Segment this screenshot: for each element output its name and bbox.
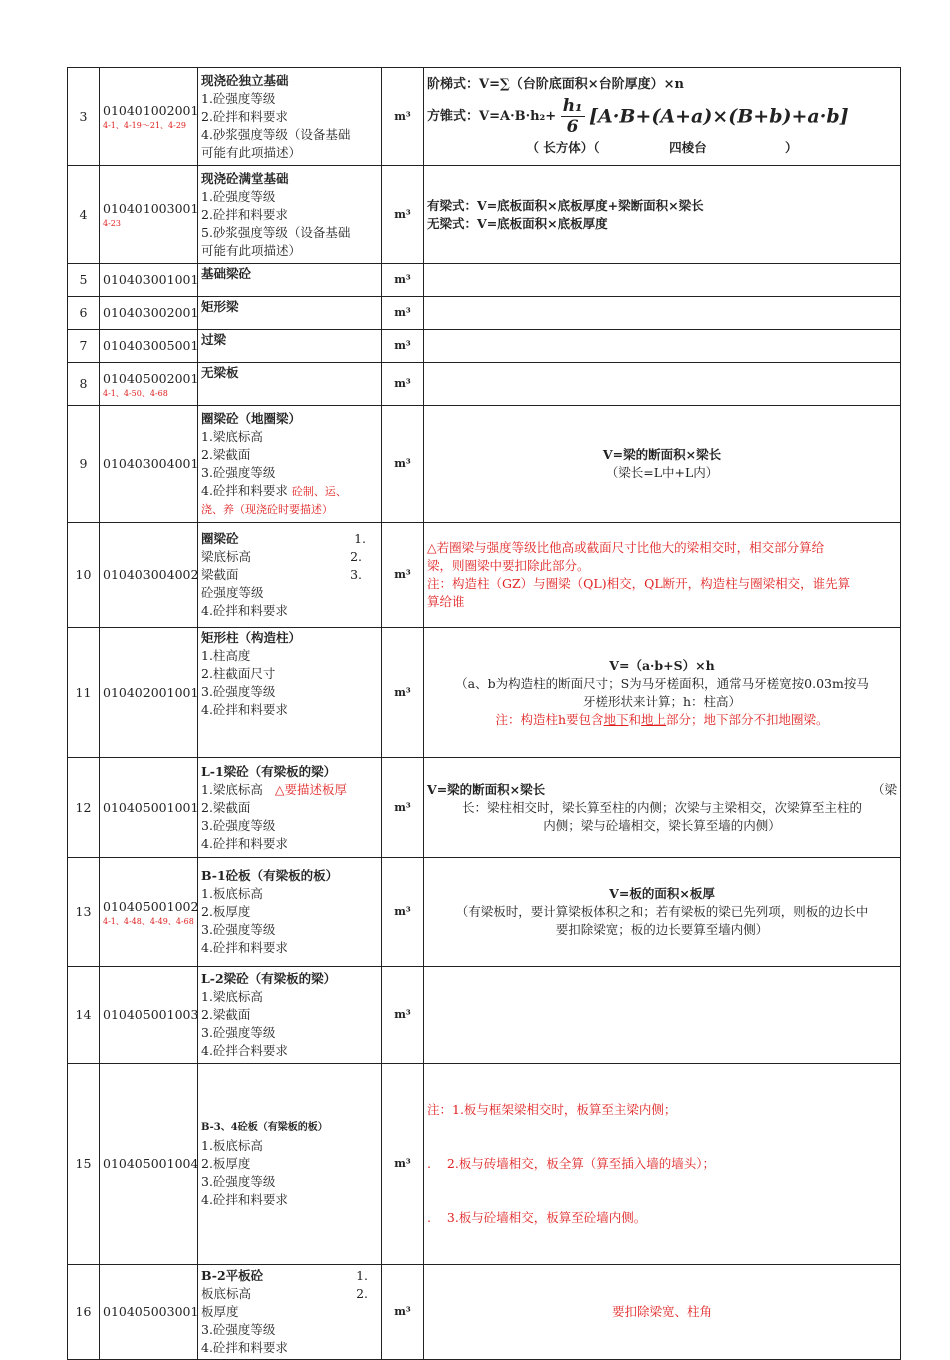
item-feature: 1.柱高度 <box>201 648 251 663</box>
feature-line <box>201 548 378 566</box>
rule-line: △若圈梁与强度等级比他高或截面尺寸比他大的梁相交时，相交部分算给 <box>427 540 825 555</box>
table-row <box>68 1064 901 1265</box>
unit: m³ <box>382 1265 424 1360</box>
item-feature: 1.梁底标高 <box>201 781 263 797</box>
item-feature: 2.板厚度 <box>201 904 251 919</box>
item-description <box>198 406 382 523</box>
row-number: 6 <box>68 297 100 330</box>
rule-head <box>427 781 897 799</box>
item-title: B-1砼板（有梁板的板） <box>201 868 339 883</box>
item-description <box>198 1265 382 1360</box>
unit: m³ <box>382 858 424 967</box>
row-number: 10 <box>68 523 100 628</box>
item-description <box>198 297 382 330</box>
item-feature: 4.砂浆强度等级（设备基础 <box>201 126 351 142</box>
rule-sub: （a、b为构造柱的断面尺寸；S为马牙槎面积，通常马牙槎宽按0.03m按马 <box>455 675 869 691</box>
item-title: 过梁 <box>201 332 227 347</box>
item-feature: 可能有此项描述） <box>201 144 302 160</box>
table-row <box>68 858 901 967</box>
rule-line: 无梁式：V=底板面积×底板厚度 <box>427 215 608 231</box>
calc-rule <box>424 967 901 1064</box>
fraction <box>561 96 585 137</box>
calc-rule: 要扣除梁宽、柱角 <box>424 1265 901 1360</box>
rule-line: 注：1.板与框架梁相交时，板算至主梁内侧； <box>427 1102 677 1117</box>
item-code: 010403001001 <box>100 264 198 297</box>
rule-line: （有梁板时，要计算梁板体积之和；若有梁板的梁已先列项，则板的边长中 <box>455 904 869 919</box>
rule-line: 阶梯式：V=∑（台阶底面积×台阶厚度）×n <box>427 77 685 92</box>
item-description <box>198 166 382 264</box>
calc-rule <box>424 628 901 758</box>
item-feature-with-note <box>201 781 378 799</box>
rule-tail: （梁 <box>871 781 897 797</box>
calc-rule <box>424 330 901 363</box>
item-description <box>198 758 382 858</box>
unit: m³ <box>382 1064 424 1265</box>
item-feature: 4.砼拌合料要求 <box>201 1043 288 1058</box>
bracket-expression: [A·B+(A+a)×(B+b)+a·b] <box>589 105 849 128</box>
calc-rule <box>424 297 901 330</box>
item-feature: 2.砼拌和料要求 <box>201 108 288 124</box>
item-title: 圈梁砼（地圈梁） <box>201 410 302 426</box>
calc-rule <box>424 166 901 264</box>
note-text: 部分；地下部分不扣地圈梁。 <box>666 711 829 727</box>
rule-title: V=梁的断面积×梁长 <box>427 781 546 797</box>
row-number: 3 <box>68 68 100 166</box>
row-number: 9 <box>68 406 100 523</box>
fraction-denominator: 6 <box>566 117 579 137</box>
item-code-cell <box>100 68 198 166</box>
rule-note <box>427 711 897 729</box>
item-code-cell <box>100 858 198 967</box>
item-feature: 1.梁底标高 <box>201 989 263 1004</box>
fraction-numerator: h₁ <box>562 96 583 116</box>
calc-rule <box>424 758 901 858</box>
item-feature: 梁底标高 <box>201 549 252 564</box>
unit: m³ <box>382 68 424 166</box>
item-title: L-2梁砼（有梁板的梁） <box>201 971 337 986</box>
calc-rule <box>424 68 901 166</box>
item-description <box>198 330 382 363</box>
item-feature: 3.砼强度等级 <box>201 464 276 480</box>
table-row <box>68 166 901 264</box>
row-number: 5 <box>68 264 100 297</box>
item-feature: 5.砂浆强度等级（设备基础 <box>201 224 351 240</box>
item-code: 010405001004 <box>100 1064 198 1265</box>
item-description <box>198 1064 382 1265</box>
row-number: 8 <box>68 363 100 406</box>
item-feature: 1.梁底标高 <box>201 428 263 444</box>
item-code: 010402001001 <box>100 628 198 758</box>
item-title: 现浇砼独立基础 <box>201 72 289 88</box>
item-code: 010401002001 <box>103 103 199 118</box>
unit: m³ <box>382 363 424 406</box>
rule-line: 有梁式：V=底板面积×底板厚度+梁断面积×梁长 <box>427 197 704 213</box>
item-code: 010405001001 <box>100 758 198 858</box>
rule-line: 算给谁 <box>427 594 465 609</box>
unit: m³ <box>382 967 424 1064</box>
item-description <box>198 967 382 1064</box>
item-number: 1. <box>354 531 366 546</box>
red-note: 砼制、运、 <box>291 484 347 498</box>
item-feature: 1.砼强度等级 <box>201 90 276 106</box>
item-number: 1. <box>356 1268 368 1283</box>
item-code: 010405003001 <box>100 1265 198 1360</box>
note-text: 和 <box>628 711 642 727</box>
rule-sub: 牙槎形状来计算；h：柱高） <box>582 693 742 709</box>
quantity-table <box>67 67 901 1360</box>
item-feature: 3.砼强度等级 <box>201 684 276 699</box>
calc-rule <box>424 264 901 297</box>
item-feature: 4.砼拌和料要求 <box>201 603 288 618</box>
row-number: 14 <box>68 967 100 1064</box>
row-number: 4 <box>68 166 100 264</box>
table-row <box>68 628 901 758</box>
item-feature: 2.梁截面 <box>201 446 251 462</box>
item-feature: 板厚度 <box>201 1304 239 1319</box>
rule-prefix: 方锥式：V=A·B·h₂+ <box>427 109 557 124</box>
calc-rule <box>424 363 901 406</box>
item-description <box>198 858 382 967</box>
rule-line: 内侧；梁与砼墙相交，梁长算至墙的内侧） <box>543 817 781 833</box>
unit: m³ <box>382 330 424 363</box>
code-note: 4-23 <box>103 219 121 228</box>
unit: m³ <box>382 758 424 858</box>
table-row <box>68 1265 901 1360</box>
item-title: 矩形柱（构造柱） <box>201 630 302 645</box>
table-row <box>68 297 901 330</box>
item-feature: 4.砼拌和料要求 <box>201 835 288 851</box>
item-feature: 3.砼强度等级 <box>201 922 276 937</box>
item-feature: 3.砼强度等级 <box>201 817 276 833</box>
item-description <box>198 628 382 758</box>
row-number: 11 <box>68 628 100 758</box>
item-number: 2. <box>350 549 362 564</box>
item-description <box>198 264 382 297</box>
unit: m³ <box>382 264 424 297</box>
title-line <box>201 530 378 548</box>
item-feature: 4.砼拌和料要求 <box>201 482 288 498</box>
rule-line: . 2.板与砖墙相交，板全算（算至插入墙的墙头）； <box>427 1156 716 1171</box>
rule-title: V=板的面积×板厚 <box>609 886 715 901</box>
unit: m³ <box>382 166 424 264</box>
item-code: 010401003001 <box>103 201 199 216</box>
rule-line: 注：构造柱（GZ）与圈梁（QL)相交，QL断开，构造柱与圈梁相交，谁先算 <box>427 576 851 591</box>
unit: m³ <box>382 406 424 523</box>
rule-line: . 3.板与砼墙相交，板算至砼墙内侧。 <box>427 1210 647 1225</box>
table-row <box>68 363 901 406</box>
item-feature: 1.板底标高 <box>201 886 263 901</box>
item-code: 010403004002 <box>100 523 198 628</box>
title-line <box>201 1267 378 1285</box>
unit: m³ <box>382 297 424 330</box>
rule-line: 要扣除梁宽；板的边长要算至墙内侧） <box>555 922 769 937</box>
item-title: 矩形梁 <box>201 299 239 314</box>
calc-rule <box>424 523 901 628</box>
item-feature: 梁截面 <box>201 567 239 582</box>
table-row <box>68 68 901 166</box>
item-code: 010403004001 <box>100 406 198 523</box>
rule-line: 长：梁柱相交时，梁长算至柱的内侧；次梁与主梁相交，次梁算至主柱的 <box>461 799 862 815</box>
item-feature: 4.砼拌和料要求 <box>201 1340 288 1355</box>
item-feature: 4.砼拌和料要求 <box>201 1192 288 1207</box>
item-title: L-1梁砼（有梁板的梁） <box>201 763 337 779</box>
table-row <box>68 967 901 1064</box>
item-feature: 板底标高 <box>201 1286 252 1301</box>
item-description <box>198 523 382 628</box>
code-note: 4-1、4-50、4-68 <box>103 388 168 398</box>
item-code: 010403002001 <box>100 297 198 330</box>
table-row <box>68 523 901 628</box>
rule-line: （ 长方体）（ 四棱台 ） <box>526 140 798 155</box>
row-number: 13 <box>68 858 100 967</box>
rule-line: 梁，则圈梁中要扣除此部分。 <box>427 558 590 573</box>
item-feature: 2.柱截面尺寸 <box>201 666 276 681</box>
unit: m³ <box>382 628 424 758</box>
rule-formula <box>427 96 897 137</box>
red-note: 浇、养（现浇砼时要描述） <box>201 502 333 516</box>
calc-rule <box>424 1064 901 1265</box>
item-feature: 2.梁截面 <box>201 799 251 815</box>
item-code-cell <box>100 166 198 264</box>
item-feature: 3.砼强度等级 <box>201 1322 276 1337</box>
item-description <box>198 363 382 406</box>
table-row <box>68 406 901 523</box>
item-number: 3. <box>350 567 362 582</box>
table-row <box>68 758 901 858</box>
table-row <box>68 330 901 363</box>
rule-title: V=（a·b+S）×h <box>609 657 715 673</box>
item-feature: 2.砼拌和料要求 <box>201 206 288 222</box>
item-title: 无梁板 <box>201 365 239 380</box>
item-feature: 1.板底标高 <box>201 1138 263 1153</box>
feature-line <box>201 566 378 584</box>
note-text: 注：构造柱h要包含 <box>495 711 604 727</box>
item-feature: 4.砼拌和料要求 <box>201 702 288 717</box>
red-note: △要描述板厚 <box>274 781 347 797</box>
item-feature: 可能有此项描述） <box>201 242 302 258</box>
item-feature: 3.砼强度等级 <box>201 1174 276 1189</box>
item-feature: 砼强度等级 <box>201 585 264 600</box>
item-title: 圈梁砼 <box>201 531 239 546</box>
item-feature: 2.板厚度 <box>201 1156 251 1171</box>
row-number: 7 <box>68 330 100 363</box>
calc-rule <box>424 406 901 523</box>
row-number: 12 <box>68 758 100 858</box>
item-feature-with-note <box>201 482 378 501</box>
item-feature: 2.梁截面 <box>201 1007 251 1022</box>
note-text: 地上 <box>641 711 667 727</box>
item-code: 010405001003 <box>100 967 198 1064</box>
item-description <box>198 68 382 166</box>
table-row <box>68 264 901 297</box>
rule-title: V=梁的断面积×梁长 <box>602 447 722 462</box>
feature-line <box>201 1285 378 1303</box>
code-note: 4-1、4-19～21、4-29 <box>103 121 187 130</box>
calc-rule <box>424 858 901 967</box>
item-code: 010405002001 <box>103 370 199 386</box>
rule-sub: （梁长=L中+L内） <box>605 465 719 480</box>
item-feature: 4.砼拌和料要求 <box>201 940 288 955</box>
item-title: 基础梁砼 <box>201 266 252 281</box>
item-feature: 3.砼强度等级 <box>201 1025 276 1040</box>
item-code: 010405001002 <box>103 898 199 914</box>
item-title: B-2平板砼 <box>201 1268 264 1283</box>
row-number: 16 <box>68 1265 100 1360</box>
item-number: 2. <box>356 1286 368 1301</box>
item-code-cell <box>100 363 198 406</box>
code-note: 4-1、4-48、4-49、4-68 <box>103 916 194 926</box>
item-feature: 1.砼强度等级 <box>201 188 276 204</box>
item-code: 010403005001 <box>100 330 198 363</box>
item-title: 现浇砼满堂基础 <box>201 170 289 186</box>
note-text: 地下 <box>603 711 629 727</box>
item-title: B-3、4砼板（有梁板的板） <box>201 1122 328 1133</box>
row-number: 15 <box>68 1064 100 1265</box>
unit: m³ <box>382 523 424 628</box>
